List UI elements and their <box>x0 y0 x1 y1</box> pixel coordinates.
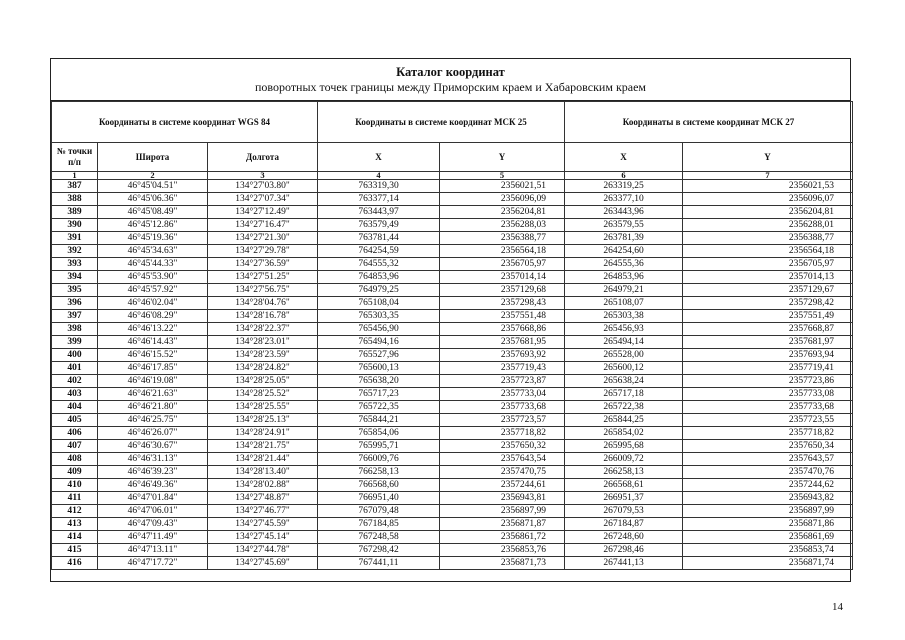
longitude-cell: 134°28'21.75" <box>208 440 318 453</box>
x-msk27-cell: 265717,18 <box>565 388 683 401</box>
x-msk27-cell: 264853,96 <box>565 271 683 284</box>
table-row <box>52 414 853 427</box>
table-row <box>52 310 853 323</box>
y-msk25-cell: 2357650,32 <box>440 440 565 453</box>
latitude-cell: 46°46'17.85" <box>98 362 208 375</box>
column-header-y-msk25: Y <box>440 143 565 172</box>
y-msk27-cell: 2357650,34 <box>683 440 853 453</box>
x-msk27-cell: 265108,07 <box>565 297 683 310</box>
latitude-cell: 46°46'08.29" <box>98 310 208 323</box>
latitude-cell: 46°46'30.67" <box>98 440 208 453</box>
longitude-cell: 134°27'45.14" <box>208 531 318 544</box>
point-number-cell: 401 <box>52 362 98 375</box>
catalog-title: Каталог координат <box>396 65 505 79</box>
y-msk25-cell: 2357470,75 <box>440 466 565 479</box>
point-number-cell: 404 <box>52 401 98 414</box>
y-msk25-cell: 2357014,14 <box>440 271 565 284</box>
table-row <box>52 323 853 336</box>
point-number-cell: 405 <box>52 414 98 427</box>
y-msk25-cell: 2356096,09 <box>440 193 565 206</box>
x-msk25-cell: 765995,71 <box>318 440 440 453</box>
point-number-cell: 399 <box>52 336 98 349</box>
longitude-cell: 134°28'24.91" <box>208 427 318 440</box>
y-msk27-cell: 2357723,55 <box>683 414 853 427</box>
point-number-cell: 396 <box>52 297 98 310</box>
point-number-cell: 395 <box>52 284 98 297</box>
y-msk27-cell: 2356288,01 <box>683 219 853 232</box>
y-msk25-cell: 2357719,43 <box>440 362 565 375</box>
point-number-cell: 403 <box>52 388 98 401</box>
x-msk27-cell: 267248,60 <box>565 531 683 544</box>
latitude-cell: 46°47'17.72" <box>98 557 208 570</box>
longitude-cell: 134°28'02.88" <box>208 479 318 492</box>
point-number-cell: 415 <box>52 544 98 557</box>
y-msk27-cell: 2356564,18 <box>683 245 853 258</box>
point-number-cell: 407 <box>52 440 98 453</box>
latitude-cell: 46°47'01.84" <box>98 492 208 505</box>
y-msk25-cell: 2357551,48 <box>440 310 565 323</box>
table-row <box>52 479 853 492</box>
point-number-cell: 398 <box>52 323 98 336</box>
coordinate-catalog <box>50 58 851 582</box>
y-msk25-cell: 2357668,86 <box>440 323 565 336</box>
longitude-cell: 134°27'46.77" <box>208 505 318 518</box>
column-number: 6 <box>565 172 683 180</box>
y-msk27-cell: 2357693,94 <box>683 349 853 362</box>
x-msk27-cell: 266568,61 <box>565 479 683 492</box>
column-number: 5 <box>440 172 565 180</box>
y-msk27-cell: 2356871,86 <box>683 518 853 531</box>
table-row <box>52 440 853 453</box>
table-row <box>52 453 853 466</box>
x-msk27-cell: 267079,53 <box>565 505 683 518</box>
column-header-y-msk27: Y <box>683 143 853 172</box>
point-number-cell: 402 <box>52 375 98 388</box>
x-msk25-cell: 765303,35 <box>318 310 440 323</box>
y-msk27-cell: 2357668,87 <box>683 323 853 336</box>
longitude-cell: 134°28'25.52" <box>208 388 318 401</box>
x-msk27-cell: 265303,38 <box>565 310 683 323</box>
point-number-cell: 416 <box>52 557 98 570</box>
y-msk25-cell: 2356388,77 <box>440 232 565 245</box>
y-msk27-cell: 2357244,62 <box>683 479 853 492</box>
x-msk25-cell: 766568,60 <box>318 479 440 492</box>
latitude-cell: 46°45'44.33" <box>98 258 208 271</box>
table-row <box>52 388 853 401</box>
point-number-cell: 406 <box>52 427 98 440</box>
column-number: 7 <box>683 172 853 180</box>
x-msk25-cell: 767184,85 <box>318 518 440 531</box>
point-number-cell: 411 <box>52 492 98 505</box>
longitude-cell: 134°28'23.59" <box>208 349 318 362</box>
latitude-cell: 46°45'34.63" <box>98 245 208 258</box>
x-msk25-cell: 763781,44 <box>318 232 440 245</box>
x-msk27-cell: 265600,12 <box>565 362 683 375</box>
longitude-cell: 134°27'56.75" <box>208 284 318 297</box>
x-msk27-cell: 264979,21 <box>565 284 683 297</box>
column-header-point: № точки п/п <box>52 143 98 172</box>
longitude-cell: 134°28'24.82" <box>208 362 318 375</box>
table-row <box>52 193 853 206</box>
x-msk25-cell: 767079,48 <box>318 505 440 518</box>
x-msk25-cell: 763579,49 <box>318 219 440 232</box>
x-msk27-cell: 266258,13 <box>565 466 683 479</box>
y-msk25-cell: 2357723,87 <box>440 375 565 388</box>
y-msk25-cell: 2357733,04 <box>440 388 565 401</box>
table-row <box>52 505 853 518</box>
y-msk25-cell: 2357129,68 <box>440 284 565 297</box>
latitude-cell: 46°46'15.52" <box>98 349 208 362</box>
table-row <box>52 349 853 362</box>
table-row <box>52 258 853 271</box>
point-number-cell: 393 <box>52 258 98 271</box>
latitude-cell: 46°45'53.90" <box>98 271 208 284</box>
latitude-cell: 46°45'06.36" <box>98 193 208 206</box>
point-number-cell: 387 <box>52 180 98 193</box>
page-number: 14 <box>832 601 843 613</box>
table-row <box>52 284 853 297</box>
y-msk25-cell: 2356861,72 <box>440 531 565 544</box>
longitude-cell: 134°28'13.40" <box>208 466 318 479</box>
latitude-cell: 46°46'14.43" <box>98 336 208 349</box>
longitude-cell: 134°27'29.78" <box>208 245 318 258</box>
column-header-x-msk27: X <box>565 143 683 172</box>
y-msk25-cell: 2357723,57 <box>440 414 565 427</box>
table-row <box>52 427 853 440</box>
y-msk27-cell: 2356204,81 <box>683 206 853 219</box>
y-msk27-cell: 2357298,42 <box>683 297 853 310</box>
y-msk25-cell: 2356871,73 <box>440 557 565 570</box>
y-msk27-cell: 2357643,57 <box>683 453 853 466</box>
x-msk27-cell: 265844,25 <box>565 414 683 427</box>
y-msk25-cell: 2357244,61 <box>440 479 565 492</box>
latitude-cell: 46°47'09.43" <box>98 518 208 531</box>
x-msk25-cell: 766951,40 <box>318 492 440 505</box>
y-msk27-cell: 2356861,69 <box>683 531 853 544</box>
latitude-cell: 46°46'26.07" <box>98 427 208 440</box>
table-row <box>52 271 853 284</box>
point-number-cell: 413 <box>52 518 98 531</box>
latitude-cell: 46°46'49.36" <box>98 479 208 492</box>
y-msk25-cell: 2356871,87 <box>440 518 565 531</box>
longitude-cell: 134°27'51.25" <box>208 271 318 284</box>
x-msk25-cell: 764254,59 <box>318 245 440 258</box>
point-number-cell: 390 <box>52 219 98 232</box>
longitude-cell: 134°28'16.78" <box>208 310 318 323</box>
point-number-cell: 394 <box>52 271 98 284</box>
y-msk25-cell: 2356705,97 <box>440 258 565 271</box>
y-msk25-cell: 2356204,81 <box>440 206 565 219</box>
latitude-cell: 46°46'39.23" <box>98 466 208 479</box>
x-msk25-cell: 767441,11 <box>318 557 440 570</box>
x-msk27-cell: 263377,10 <box>565 193 683 206</box>
point-number-cell: 412 <box>52 505 98 518</box>
y-msk27-cell: 2357723,86 <box>683 375 853 388</box>
y-msk27-cell: 2357718,82 <box>683 427 853 440</box>
y-msk27-cell: 2356871,74 <box>683 557 853 570</box>
table-row <box>52 557 853 570</box>
latitude-cell: 46°45'04.51" <box>98 180 208 193</box>
x-msk25-cell: 765722,35 <box>318 401 440 414</box>
column-number: 4 <box>318 172 440 180</box>
coordinates-table <box>51 101 853 570</box>
x-msk25-cell: 765108,04 <box>318 297 440 310</box>
x-msk27-cell: 263579,55 <box>565 219 683 232</box>
y-msk27-cell: 2357681,97 <box>683 336 853 349</box>
y-msk27-cell: 2357733,68 <box>683 401 853 414</box>
column-number-row <box>52 172 853 180</box>
x-msk27-cell: 265638,24 <box>565 375 683 388</box>
x-msk27-cell: 267441,13 <box>565 557 683 570</box>
y-msk27-cell: 2356853,74 <box>683 544 853 557</box>
x-msk25-cell: 765844,21 <box>318 414 440 427</box>
latitude-cell: 46°46'25.75" <box>98 414 208 427</box>
y-msk27-cell: 2356388,77 <box>683 232 853 245</box>
latitude-cell: 46°45'12.86" <box>98 219 208 232</box>
x-msk25-cell: 765456,90 <box>318 323 440 336</box>
table-body <box>52 180 853 570</box>
column-number: 2 <box>98 172 208 180</box>
table-row <box>52 375 853 388</box>
table-row <box>52 297 853 310</box>
x-msk25-cell: 764555,32 <box>318 258 440 271</box>
y-msk25-cell: 2357643,54 <box>440 453 565 466</box>
x-msk27-cell: 267184,87 <box>565 518 683 531</box>
x-msk25-cell: 766009,76 <box>318 453 440 466</box>
point-number-cell: 414 <box>52 531 98 544</box>
x-msk27-cell: 266009,72 <box>565 453 683 466</box>
table-row <box>52 362 853 375</box>
longitude-cell: 134°28'25.13" <box>208 414 318 427</box>
y-msk25-cell: 2357693,92 <box>440 349 565 362</box>
longitude-cell: 134°28'25.55" <box>208 401 318 414</box>
y-msk25-cell: 2357733,68 <box>440 401 565 414</box>
x-msk27-cell: 264254,60 <box>565 245 683 258</box>
table-row <box>52 531 853 544</box>
x-msk25-cell: 765638,20 <box>318 375 440 388</box>
latitude-cell: 46°46'02.04" <box>98 297 208 310</box>
y-msk25-cell: 2356288,03 <box>440 219 565 232</box>
x-msk25-cell: 764853,96 <box>318 271 440 284</box>
x-msk25-cell: 767248,58 <box>318 531 440 544</box>
x-msk25-cell: 765600,13 <box>318 362 440 375</box>
longitude-cell: 134°28'21.44" <box>208 453 318 466</box>
table-row <box>52 401 853 414</box>
point-number-cell: 391 <box>52 232 98 245</box>
x-msk25-cell: 763377,14 <box>318 193 440 206</box>
x-msk25-cell: 764979,25 <box>318 284 440 297</box>
latitude-cell: 46°47'13.11" <box>98 544 208 557</box>
table-row <box>52 466 853 479</box>
y-msk27-cell: 2357733,08 <box>683 388 853 401</box>
x-msk27-cell: 265494,14 <box>565 336 683 349</box>
latitude-cell: 46°45'08.49" <box>98 206 208 219</box>
latitude-cell: 46°47'11.49" <box>98 531 208 544</box>
y-msk27-cell: 2356897,99 <box>683 505 853 518</box>
column-header-latitude: Широта <box>98 143 208 172</box>
x-msk25-cell: 765854,06 <box>318 427 440 440</box>
group-header-msk27: Координаты в системе координат МСК 27 <box>565 102 853 143</box>
x-msk27-cell: 265456,93 <box>565 323 683 336</box>
point-number-cell: 410 <box>52 479 98 492</box>
table-row <box>52 336 853 349</box>
y-msk27-cell: 2357551,49 <box>683 310 853 323</box>
x-msk25-cell: 766258,13 <box>318 466 440 479</box>
point-number-cell: 397 <box>52 310 98 323</box>
point-number-cell: 388 <box>52 193 98 206</box>
table-row <box>52 518 853 531</box>
y-msk25-cell: 2356021,51 <box>440 180 565 193</box>
column-header-longitude: Долгота <box>208 143 318 172</box>
point-number-cell: 392 <box>52 245 98 258</box>
latitude-cell: 46°46'31.13" <box>98 453 208 466</box>
latitude-cell: 46°46'21.80" <box>98 401 208 414</box>
longitude-cell: 134°27'07.34" <box>208 193 318 206</box>
table-row <box>52 492 853 505</box>
x-msk25-cell: 763319,30 <box>318 180 440 193</box>
x-msk25-cell: 765494,16 <box>318 336 440 349</box>
table-row <box>52 180 853 193</box>
y-msk27-cell: 2357014,13 <box>683 271 853 284</box>
point-number-cell: 409 <box>52 466 98 479</box>
x-msk27-cell: 265854,02 <box>565 427 683 440</box>
x-msk27-cell: 263443,96 <box>565 206 683 219</box>
y-msk27-cell: 2357129,67 <box>683 284 853 297</box>
y-msk25-cell: 2357681,95 <box>440 336 565 349</box>
title-block <box>51 59 850 101</box>
x-msk25-cell: 767298,42 <box>318 544 440 557</box>
latitude-cell: 46°47'06.01" <box>98 505 208 518</box>
latitude-cell: 46°45'57.92" <box>98 284 208 297</box>
point-number-cell: 400 <box>52 349 98 362</box>
table-row <box>52 245 853 258</box>
y-msk27-cell: 2356096,07 <box>683 193 853 206</box>
y-msk27-cell: 2356021,53 <box>683 180 853 193</box>
group-header-msk25: Координаты в системе координат МСК 25 <box>318 102 565 143</box>
x-msk25-cell: 765527,96 <box>318 349 440 362</box>
x-msk25-cell: 765717,23 <box>318 388 440 401</box>
y-msk25-cell: 2356564,18 <box>440 245 565 258</box>
x-msk27-cell: 267298,46 <box>565 544 683 557</box>
x-msk25-cell: 763443,97 <box>318 206 440 219</box>
longitude-cell: 134°28'23.01" <box>208 336 318 349</box>
y-msk25-cell: 2356853,76 <box>440 544 565 557</box>
y-msk27-cell: 2356943,82 <box>683 492 853 505</box>
group-header-wgs84: Координаты в системе координат WGS 84 <box>52 102 318 143</box>
longitude-cell: 134°27'36.59" <box>208 258 318 271</box>
longitude-cell: 134°27'45.59" <box>208 518 318 531</box>
column-header-x-msk25: X <box>318 143 440 172</box>
point-number-cell: 408 <box>52 453 98 466</box>
x-msk27-cell: 264555,36 <box>565 258 683 271</box>
x-msk27-cell: 266951,37 <box>565 492 683 505</box>
y-msk25-cell: 2357718,82 <box>440 427 565 440</box>
latitude-cell: 46°46'21.63" <box>98 388 208 401</box>
point-number-cell: 389 <box>52 206 98 219</box>
column-number: 3 <box>208 172 318 180</box>
column-number: 1 <box>52 172 98 180</box>
y-msk25-cell: 2357298,43 <box>440 297 565 310</box>
longitude-cell: 134°27'48.87" <box>208 492 318 505</box>
y-msk25-cell: 2356943,81 <box>440 492 565 505</box>
longitude-cell: 134°27'45.69" <box>208 557 318 570</box>
y-msk27-cell: 2357470,76 <box>683 466 853 479</box>
y-msk27-cell: 2357719,41 <box>683 362 853 375</box>
latitude-cell: 46°45'19.36" <box>98 232 208 245</box>
latitude-cell: 46°46'19.08" <box>98 375 208 388</box>
x-msk27-cell: 265722,38 <box>565 401 683 414</box>
x-msk27-cell: 263319,25 <box>565 180 683 193</box>
x-msk27-cell: 265995,68 <box>565 440 683 453</box>
y-msk27-cell: 2356705,97 <box>683 258 853 271</box>
x-msk27-cell: 265528,00 <box>565 349 683 362</box>
table-row <box>52 219 853 232</box>
longitude-cell: 134°27'12.49" <box>208 206 318 219</box>
catalog-subtitle: поворотных точек границы между Приморским краем и Хабаровским краем <box>254 80 647 94</box>
table-row <box>52 544 853 557</box>
table-row <box>52 232 853 245</box>
longitude-cell: 134°27'21.30" <box>208 232 318 245</box>
longitude-cell: 134°28'25.05" <box>208 375 318 388</box>
table-row <box>52 206 853 219</box>
longitude-cell: 134°27'03.80" <box>208 180 318 193</box>
longitude-cell: 134°28'22.37" <box>208 323 318 336</box>
longitude-cell: 134°28'04.76" <box>208 297 318 310</box>
longitude-cell: 134°27'16.47" <box>208 219 318 232</box>
latitude-cell: 46°46'13.22" <box>98 323 208 336</box>
x-msk27-cell: 263781,39 <box>565 232 683 245</box>
y-msk25-cell: 2356897,99 <box>440 505 565 518</box>
longitude-cell: 134°27'44.78" <box>208 544 318 557</box>
